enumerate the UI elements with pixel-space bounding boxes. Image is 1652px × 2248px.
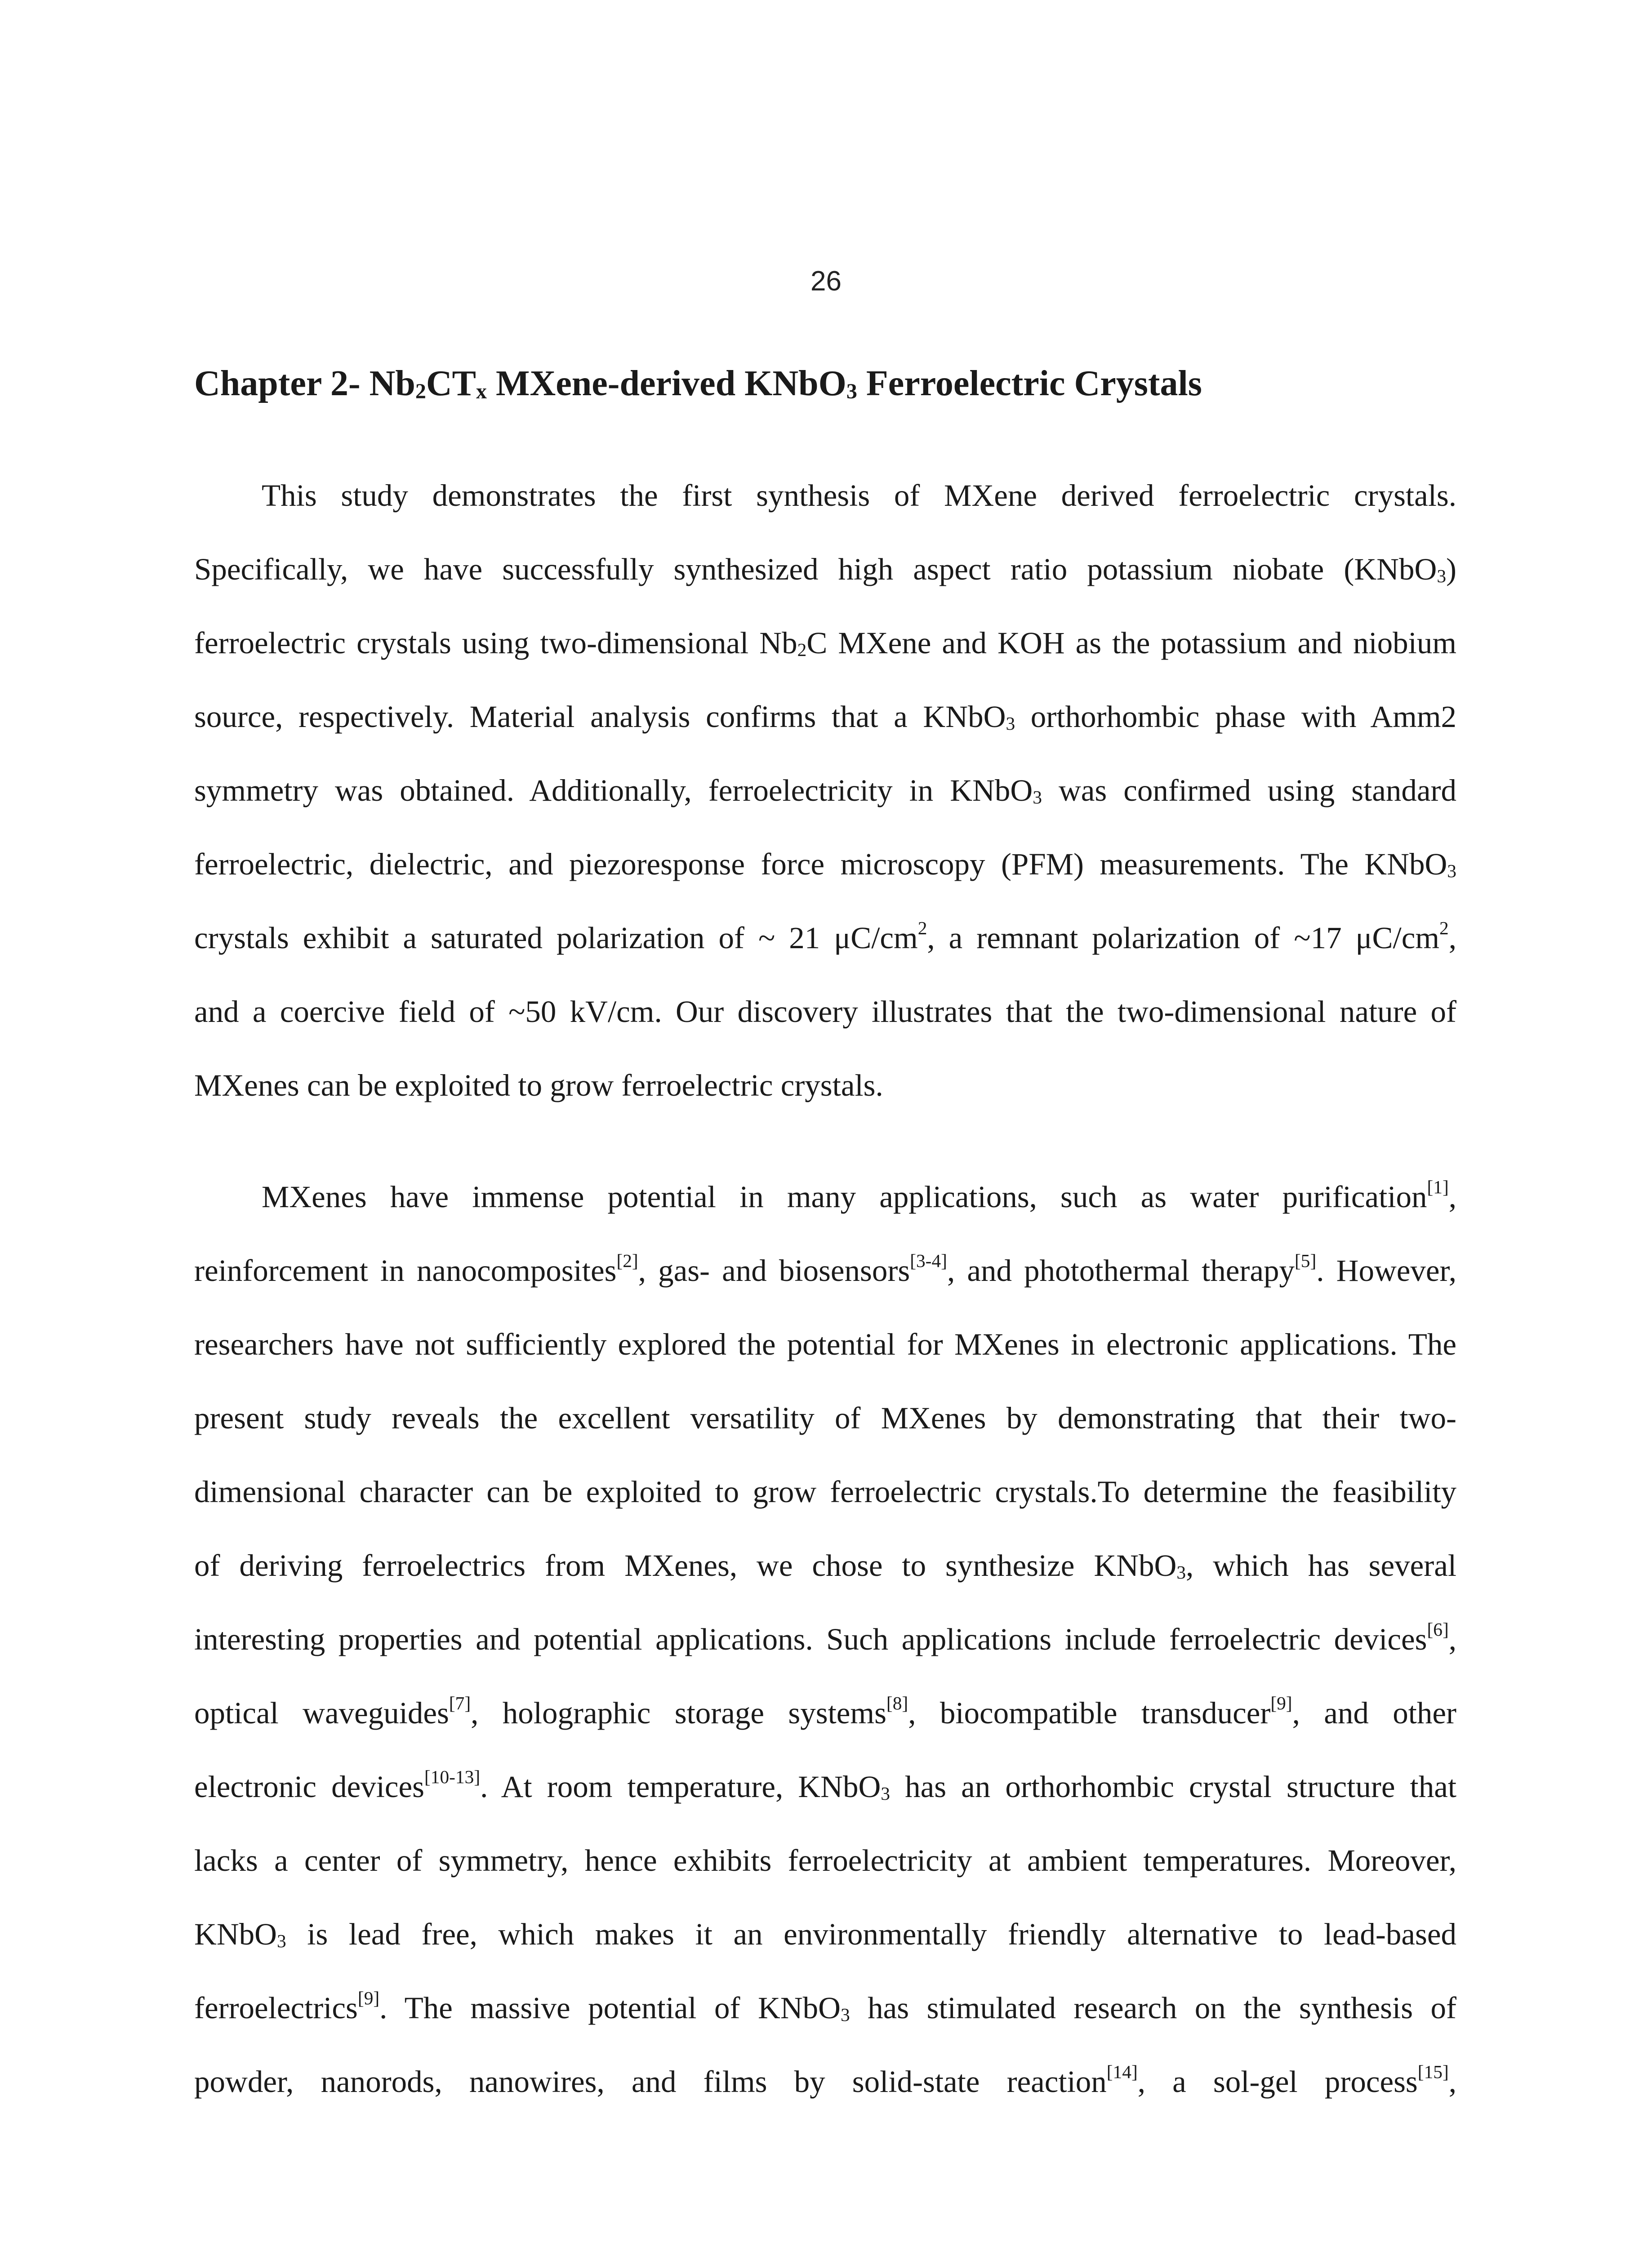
page-number: 26 [810,266,842,297]
citation: [8] [886,1692,908,1713]
text-line: ferroelectrics[9]. The massive potential of KNbO$_3$ has stimulated research on the synthesis of [194,1987,1456,2025]
citation: [1] [1427,1176,1449,1197]
text-line: interesting properties and potential applications. Such applications include ferroelectric devices[6], [194,1619,1456,1656]
text-line: ferroelectric crystals using two-dimensional $Nb_2C$ MXene and KOH as the potassium and niobium [194,626,1457,660]
text-line: and a coercive field of ~50 kV/cm. Our discovery illustrates that the two-dimensional nature of [194,995,1456,1029]
citation: [3-4] [910,1250,947,1271]
text-line: present study reveals the excellent versatility of MXenes by demonstrating that their two- [194,1401,1456,1435]
text-line: This study demonstrates the first synthesis of MXene derived ferroelectric crystals. [262,478,1456,513]
title-part: Ferroelectric Crystals [857,364,1202,403]
citation: [14] [1106,2061,1138,2082]
text-line: crystals exhibit a saturated polarization of ~ 21 $\mu C/cm^2$, a remnant polarization of ~17 $\mu C/cm^2$, [194,917,1456,955]
abstract-paragraph [194,459,1456,1122]
text-line: KNbO$_3$ is lead free, which makes it an environmentally friendly alternative to lead-based [194,1917,1456,1952]
text-line: Specifically, we have successfully synthesized high aspect ratio potassium niobate (KNbO$_3$) [194,552,1456,587]
citation: [9] [357,1987,380,2008]
citation: [15] [1417,2061,1449,2082]
text-line: optical waveguides[7], holographic storage systems[8], biocompatible transducer[9], and other [194,1692,1457,1730]
text-line: reinforcement in nanocomposites[2], gas- and biosensors[3-4], and photothermal therapy[5]. However, [194,1250,1456,1288]
text-line: researchers have not sufficiently explored the potential for MXenes in electronic applications. The [194,1327,1456,1361]
text-line: electronic devices[10-13]. At room temperature, KNbO$_3$ has an orthorhombic crystal structure that [194,1766,1456,1804]
title-part: Chapter 2- Nb [194,364,415,403]
title-subscript: x [476,379,487,404]
title-part: MXene-derived KNbO [487,364,846,403]
body-paragraph [194,1160,1456,2119]
text-line: source, respectively. Material analysis confirms that a KNbO$_3$ orthorhombic phase with Amm2 [194,700,1457,734]
title-part: CT [426,364,476,403]
citation: [2] [616,1250,638,1271]
text-line: symmetry was obtained. Additionally, ferroelectricity in KNbO$_3$ was confirmed using standard [194,773,1456,808]
chapter-title [194,362,1453,405]
text-line: of deriving ferroelectrics from MXenes, we chose to synthesize KNbO$_3$, which has several [194,1548,1456,1583]
title-subscript: 3 [846,379,857,404]
text-line: dimensional character can be exploited to grow ferroelectric crystals.To determine the feasibility [194,1475,1456,1509]
citation: [5] [1294,1250,1317,1271]
citation: [9] [1270,1692,1292,1713]
title-subscript: 2 [415,379,426,404]
text-line: MXenes can be exploited to grow ferroelectric crystals. [194,1068,883,1102]
citation: [10-13] [424,1766,481,1787]
text-line: MXenes have immense potential in many applications, such as water purification[1], [262,1176,1456,1214]
citation: [7] [449,1692,471,1713]
text-line: ferroelectric, dielectric, and piezoresponse force microscopy (PFM) measurements. The KNbO$_3$ [194,847,1456,882]
text-line: powder, nanorods, nanowires, and films by solid-state reaction[14], a sol-gel process[15], [194,2061,1456,2099]
citation: [6] [1427,1619,1449,1640]
text-line: lacks a center of symmetry, hence exhibits ferroelectricity at ambient temperatures. Moreover, [194,1843,1456,1878]
